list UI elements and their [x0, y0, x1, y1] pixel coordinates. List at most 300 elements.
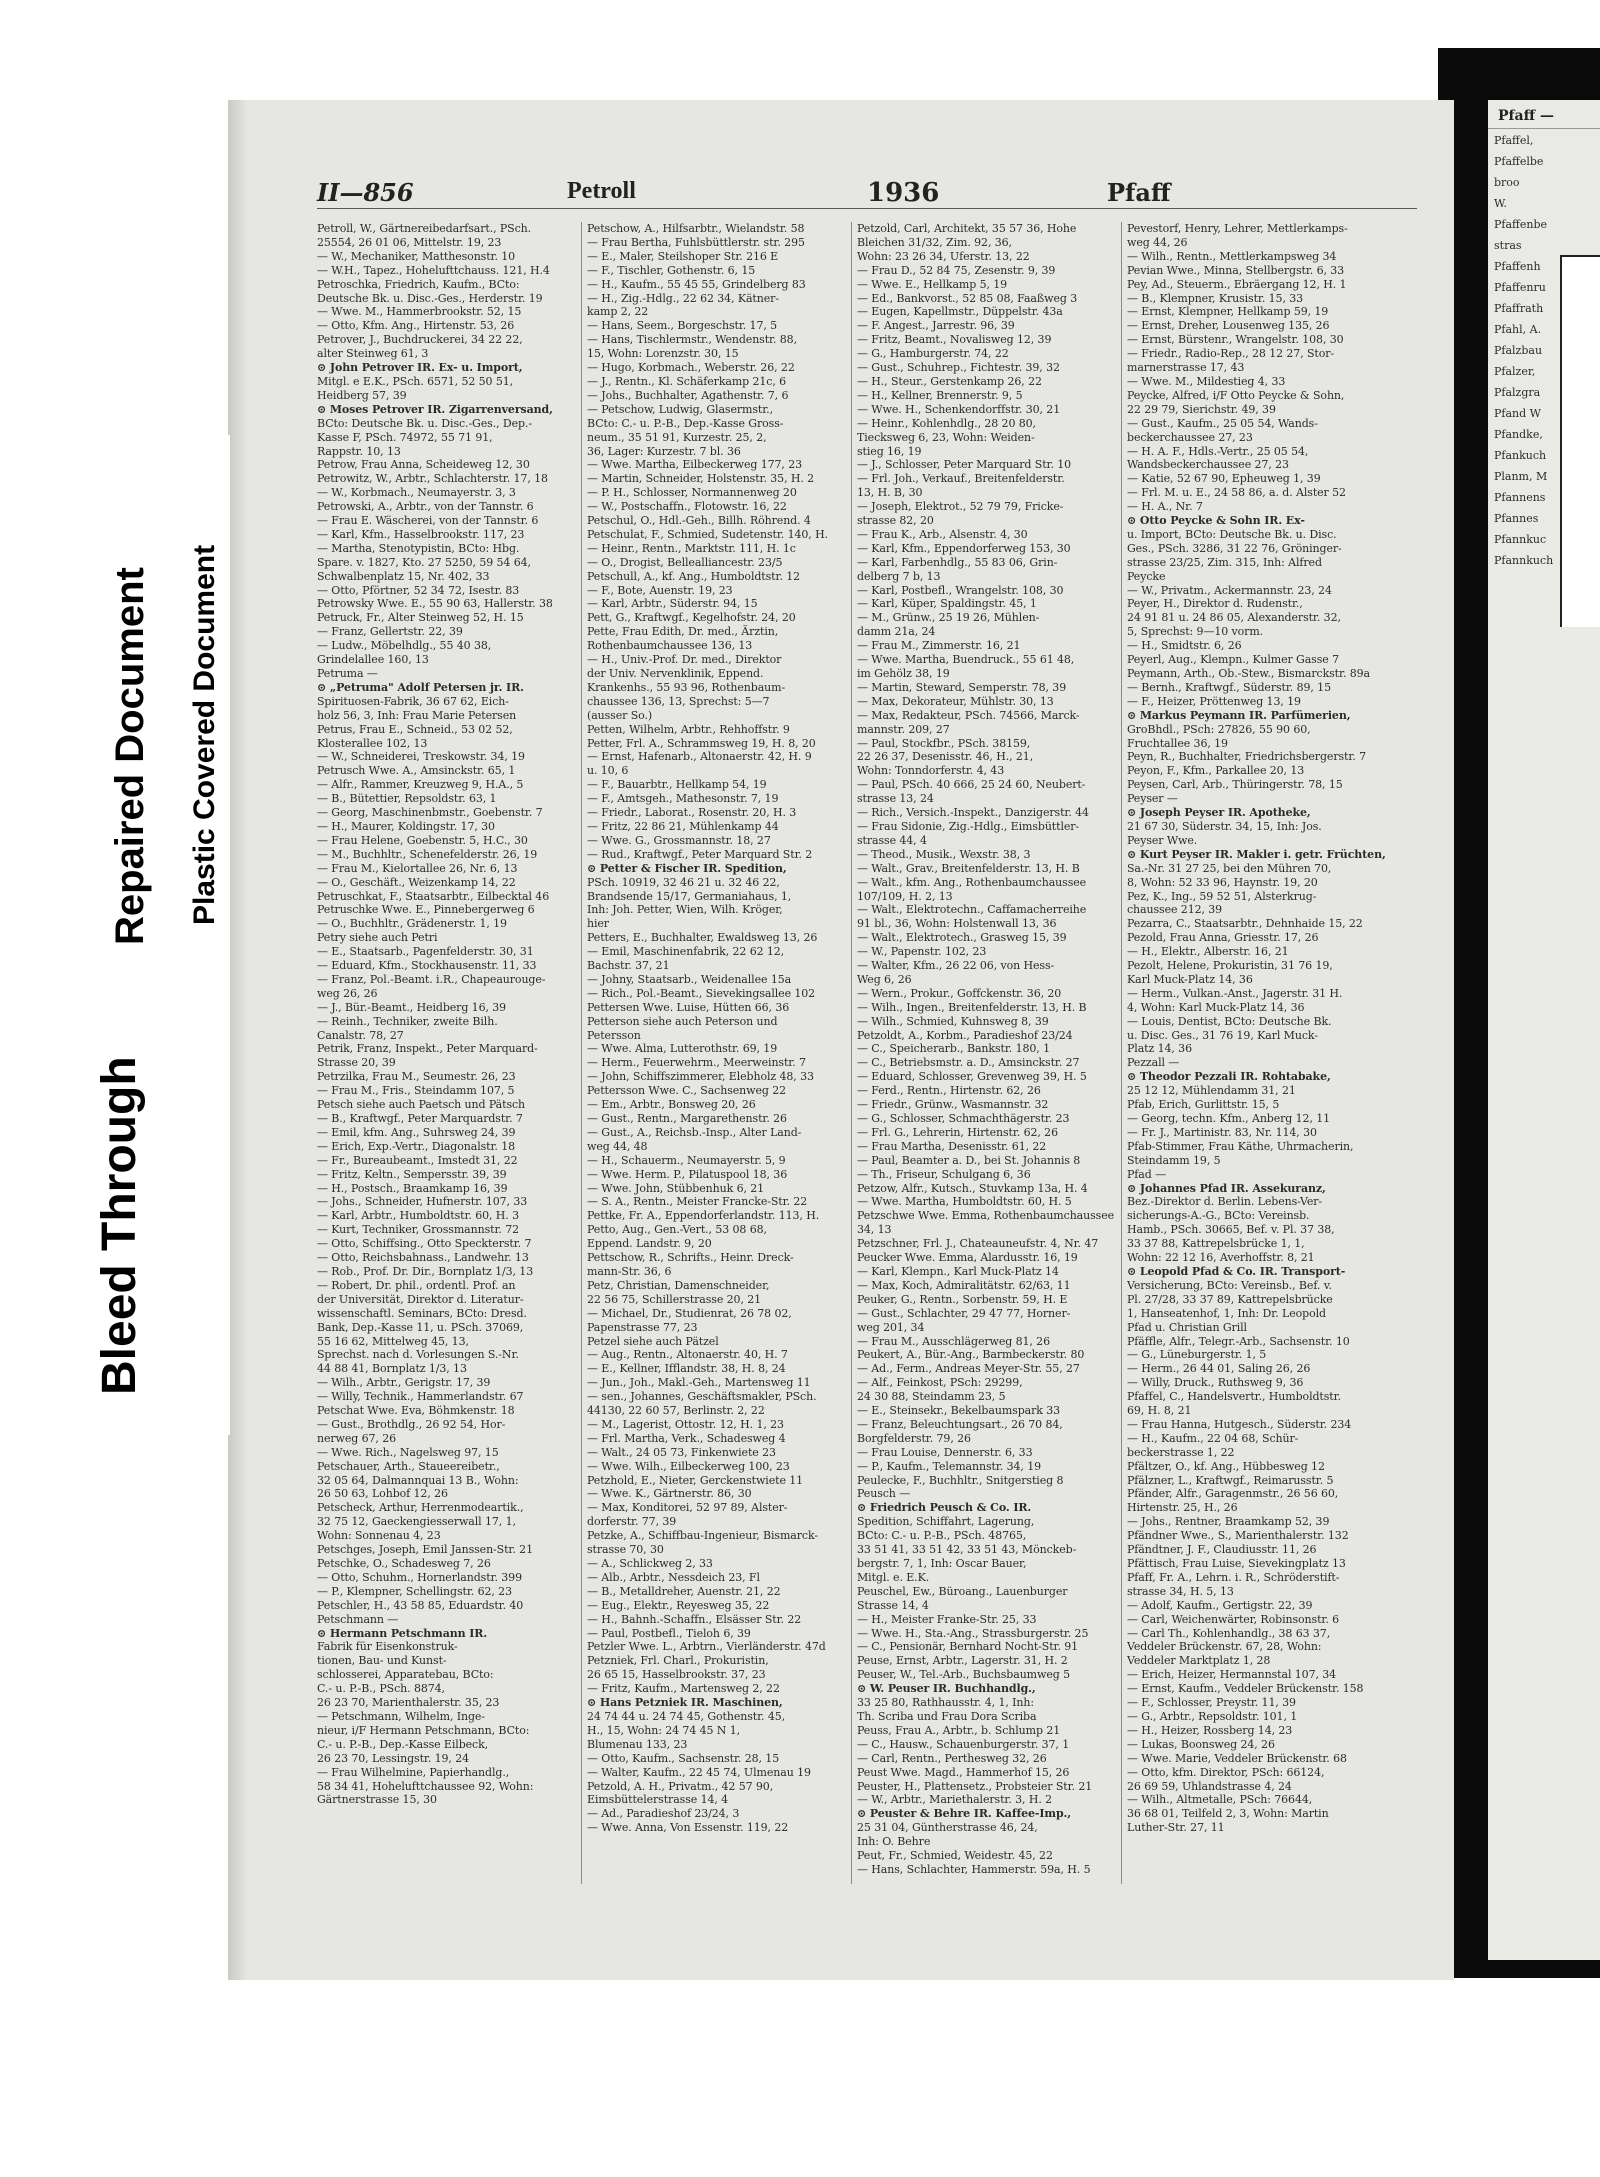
directory-entry-line: — W., Korbmach., Neumayerstr. 3, 3: [317, 486, 516, 500]
directory-entry-line: weg 44, 48: [587, 1139, 648, 1153]
directory-entry-line: weg 26, 26: [317, 986, 378, 1000]
directory-entry-line: Rappstr. 10, 13: [317, 444, 401, 458]
directory-entry-line: Inh: O. Behre: [857, 1835, 931, 1849]
directory-entry-line: — F., Heizer, Pröttenweg 13, 19: [1127, 694, 1301, 708]
directory-entry-line: Papenstrasse 77, 23: [587, 1320, 698, 1334]
facing-page-entry: broo: [1494, 176, 1520, 189]
directory-entry-line: 32 05 64, Dalmannquai 13 B., Wohn:: [317, 1473, 519, 1487]
directory-entry-line: Petschow, A., Hilfsarbtr., Wielandstr. 58: [587, 222, 805, 235]
directory-entry-line: — Fr., Bureaubeamt., Imstedt 31, 22: [317, 1153, 518, 1167]
directory-entry-line: — Hans, Seem., Borgeschstr. 17, 5: [587, 319, 778, 333]
directory-entry-line: — Fritz, 22 86 21, Mühlenkamp 44: [587, 819, 779, 833]
directory-entry-line: — Alfr., Rammer, Kreuzweg 9, H.A., 5: [317, 778, 524, 792]
directory-entry-line: Petrowski, A., Arbtr., von der Tannstr. 6: [317, 500, 534, 514]
directory-entry-line: — H. A. F., Hdls.-Vertr., 25 05 54,: [1127, 444, 1309, 458]
directory-entry-line: Gärtnerstrasse 15, 30: [317, 1793, 437, 1807]
directory-entry-line: Hamb., PSch. 30665, Bef. v. Pl. 37 38,: [1127, 1223, 1335, 1237]
directory-entry-line: — Carl, Rentn., Perthesweg 32, 26: [857, 1751, 1047, 1765]
directory-entry-line: — Otto, Kfm. Ang., Hirtenstr. 53, 26: [317, 319, 515, 333]
directory-entry-line: Blumenau 133, 23: [587, 1737, 688, 1751]
directory-entry-line: — Martha, Stenotypistin, BCto: Hbg.: [317, 541, 520, 555]
directory-entry-line: Pez, K., Ing., 59 52 51, Alsterkrug-: [1127, 889, 1317, 903]
directory-entry-line: — Friedr., Radio-Rep., 28 12 27, Stor-: [1127, 347, 1335, 361]
directory-entry-line: — Frau Louise, Dennerstr. 6, 33: [857, 1445, 1033, 1459]
directory-entry-line: — Wwe. K., Gärtnerstr. 86, 30: [587, 1487, 752, 1501]
directory-entry-line: — F. Angest., Jarrestr. 96, 39: [857, 319, 1015, 333]
directory-entry-line: — Frl. G., Lehrerin, Hirtenstr. 62, 26: [857, 1125, 1058, 1139]
directory-entry-line: Petschauer, Arth., Staueereibetr.,: [317, 1459, 500, 1473]
directory-entry-line: — Frl. M. u. E., 24 58 86, a. d. Alster 52: [1127, 486, 1346, 500]
directory-entry-line: — Rich., Pol.-Beamt., Sievekingsallee 102: [587, 986, 816, 1000]
directory-entry-line: Petzold, A. H., Privatm., 42 57 90,: [587, 1779, 774, 1793]
directory-entry-line: — Erich, Heizer, Hermannstal 107, 34: [1127, 1668, 1337, 1682]
facing-page-advert-box: [1560, 255, 1600, 627]
directory-entry-line: — Frau M., Kielortallee 26, Nr. 6, 13: [317, 861, 518, 875]
directory-entry-line: — F., Bauarbtr., Hellkamp 54, 19: [587, 778, 767, 792]
directory-entry-line: — E., Maler, Steilshoper Str. 216 E: [587, 249, 779, 263]
directory-entry-line: Petzel siehe auch Pätzel: [587, 1334, 719, 1348]
directory-entry-line: — Heinr., Rentn., Marktstr. 111, H. 1c: [587, 541, 796, 555]
directory-entry-line: — Fritz, Beamt., Novalisweg 12, 39: [857, 333, 1052, 347]
directory-entry-line: Petrowitz, W., Arbtr., Schlachterstr. 17, 18: [317, 472, 548, 486]
directory-entry-line: Pfaff, Fr. A., Lehrn. i. R., Schröderstift-: [1127, 1570, 1340, 1584]
directory-entry-line: Petzow, Alfr., Kutsch., Stuvkamp 13a, H. 4: [857, 1181, 1088, 1195]
directory-entry-line: — Wilh., Arbtr., Gerigstr. 17, 39: [317, 1376, 491, 1390]
directory-entry-line: Mitgl. e. E.K.: [857, 1570, 930, 1584]
directory-entry-line: — Aug., Rentn., Altonaerstr. 40, H. 7: [587, 1348, 788, 1362]
directory-entry-line: Pfab, Erich, Gurlittstr. 15, 5: [1127, 1098, 1280, 1112]
directory-entry-line: — Fritz, Kaufm., Martensweg 2, 22: [587, 1682, 780, 1696]
directory-entry-line: Grindelallee 160, 13: [317, 653, 429, 667]
directory-entry-line: — Wwe. Rich., Nagelsweg 97, 15: [317, 1445, 499, 1459]
directory-entry-line: — Karl, Arbtr., Süderstr. 94, 15: [587, 597, 758, 611]
directory-entry-line: Petrusch Wwe. A., Amsinckstr. 65, 1: [317, 764, 516, 778]
directory-entry-line: — Otto, Schiffsing., Otto Speckterstr. 7: [317, 1237, 532, 1251]
directory-entry-line: Peukert, A., Bür.-Ang., Barmbeckerstr. 80: [857, 1348, 1085, 1362]
directory-entry-line: GroBhdl., PSch: 27826, 55 90 60,: [1127, 722, 1311, 736]
directory-entry-line: — Walt., kfm. Ang., Rothenbaumchaussee: [857, 875, 1087, 889]
directory-entry-line: — Carl, Weichenwärter, Robinsonstr. 6: [1127, 1612, 1340, 1626]
directory-entry-line: — Gust., Brothdlg., 26 92 54, Hor-: [317, 1417, 506, 1431]
directory-entry-line: 8, Wohn: 52 33 96, Haynstr. 19, 20: [1127, 875, 1318, 889]
directory-entry-line: Pfäffle, Alfr., Telegr.-Arb., Sachsenstr. 10: [1127, 1334, 1350, 1348]
directory-entry-line: — Robert, Dr. phil., ordentl. Prof. an: [317, 1278, 516, 1292]
directory-entry-line: — Wwe. G., Grossmannstr. 18, 27: [587, 833, 771, 847]
directory-entry-line: — Karl, Küper, Spaldingstr. 45, 1: [857, 597, 1037, 611]
plastic-covered-stamp: Plastic Covered Document: [188, 544, 221, 925]
directory-entry-line: — Herm., Vulkan.-Anst., Jagerstr. 31 H.: [1127, 986, 1343, 1000]
directory-entry-line: Peyer, H., Direktor d. Rudenstr.,: [1127, 597, 1303, 611]
directory-entry-line: Petruschkat, F., Staatsarbtr., Eilbecktal 46: [317, 889, 550, 903]
directory-entry-line: Petersson: [587, 1028, 641, 1042]
directory-entry-line: — Petschmann, Wilhelm, Inge-: [317, 1709, 485, 1723]
directory-entry-line: — Carl Th., Kohlenhandlg., 38 63 37,: [1127, 1626, 1331, 1640]
directory-entry-line: Petrzilka, Frau M., Seumestr. 26, 23: [317, 1070, 516, 1084]
directory-entry-line: Eppend. Landstr. 9, 20: [587, 1237, 712, 1251]
directory-entry-line: — Eugen, Kapellmstr., Düppelstr. 43a: [857, 305, 1063, 319]
directory-entry-line: Pezold, Frau Anna, Griesstr. 17, 26: [1127, 931, 1319, 945]
directory-entry-line: — Johs., Rentner, Braamkamp 52, 39: [1127, 1515, 1330, 1529]
directory-entry-line: — Gust., A., Reichsb.-Insp., Alter Land-: [587, 1125, 802, 1139]
directory-entry-line: — Ernst, Dreher, Lousenweg 135, 26: [1127, 319, 1330, 333]
repaired-document-stamp: Repaired Document: [108, 567, 152, 945]
directory-entry-line: ⊙ Otto Peycke & Sohn IR. Ex-: [1127, 514, 1305, 528]
directory-entry-line: — Wilh., Altmetalle, PSch: 76644,: [1127, 1793, 1313, 1807]
directory-entry-line: 107/109, H. 2, 13: [857, 889, 953, 903]
directory-entry-line: — Rich., Versich.-Inspekt., Danzigerstr. 44: [857, 806, 1089, 820]
directory-entry-line: — Frau Sidonie, Zig.-Hdlg., Eimsbüttler-: [857, 819, 1080, 833]
directory-entry-line: Petzke, A., Schiffbau-Ingenieur, Bismarck-: [587, 1529, 818, 1543]
facing-page-entry: Pfannens: [1494, 491, 1546, 504]
directory-entry-line: Petzler Wwe. L., Arbtrn., Vierländerstr. 47d: [587, 1640, 826, 1654]
directory-entry-line: — Paul, Postbefl., Tieloh 6, 39: [587, 1626, 751, 1640]
directory-entry-line: Peusch —: [857, 1487, 911, 1501]
directory-entry-line: 26 50 63, Lohbof 12, 26: [317, 1487, 448, 1501]
directory-entry-line: wissenschaftl. Seminars, BCto: Dresd.: [317, 1306, 527, 1320]
page-header: [317, 174, 1417, 209]
directory-entry-line: Peuss, Frau A., Arbtr., b. Schlump 21: [857, 1723, 1061, 1737]
directory-entry-line: Pettschow, R., Schrifts., Heinr. Dreck-: [587, 1251, 794, 1265]
directory-entry-line: Platz 14, 36: [1127, 1042, 1192, 1056]
directory-entry-line: strasse 82, 20: [857, 514, 934, 528]
directory-entry-line: strasse 23/25, Zim. 315, Inh: Alfred: [1127, 555, 1322, 569]
directory-entry-line: — Friedr., Grünw., Wasmannstr. 32: [857, 1098, 1049, 1112]
directory-entry-line: Peyser —: [1127, 792, 1178, 806]
first-entry-guide: Petroll: [567, 178, 636, 204]
directory-entry-line: alter Steinweg 61, 3: [317, 347, 429, 361]
directory-entry-line: — Gust., Kaufm., 25 05 54, Wands-: [1127, 416, 1318, 430]
directory-entry-line: Petschul, O., Hdl.-Geh., Billh. Röhrend. 4: [587, 514, 811, 528]
directory-entry-line: Pezolt, Helene, Prokuristin, 31 76 19,: [1127, 959, 1333, 973]
directory-entry-line: Pfab-Stimmer, Frau Käthe, Uhrmacherin,: [1127, 1139, 1354, 1153]
directory-entry-line: C.- u. P.-B., PSch. 8874,: [317, 1682, 445, 1696]
directory-entry-line: Petruck, Fr., Alter Steinweg 52, H. 15: [317, 611, 524, 625]
directory-entry-line: — Emil, Maschinenfabrik, 22 62 12,: [587, 945, 785, 959]
page-number: II—856: [317, 178, 414, 207]
directory-entry-line: — Karl, Arbtr., Humboldtstr. 60, H. 3: [317, 1209, 519, 1223]
directory-entry-line: u. 10, 6: [587, 764, 629, 778]
facing-page-entry: Pfannkuc: [1494, 533, 1547, 546]
directory-entry-line: — Johs., Schneider, Hufnerstr. 107, 33: [317, 1195, 528, 1209]
directory-entry-line: Hirtenstr. 25, H., 26: [1127, 1501, 1238, 1515]
directory-entry-line: Pettersson Wwe. C., Sachsenweg 22: [587, 1084, 786, 1098]
directory-entry-line: kamp 2, 22: [587, 305, 649, 319]
directory-entry-line: Petschke, O., Schadesweg 7, 26: [317, 1557, 491, 1570]
directory-entry-line: — P. H., Schlosser, Normannenweg 20: [587, 486, 797, 500]
directory-entry-line: — Franz, Pol.-Beamt. i.R., Chapeaurouge-: [317, 972, 546, 986]
directory-entry-line: — A., Schlickweg 2, 33: [587, 1557, 713, 1570]
directory-entry-line: — F., Tischler, Gothenstr. 6, 15: [587, 263, 756, 277]
directory-column-3: [857, 222, 1122, 1884]
directory-entry-line: — J., Rentn., Kl. Schäferkamp 21c, 6: [587, 374, 787, 388]
directory-entry-line: Pevian Wwe., Minna, Stellbergstr. 6, 33: [1127, 263, 1345, 277]
directory-entry-line: — W., Papenstr. 102, 23: [857, 945, 987, 959]
directory-entry-line: — Herm., Feuerwehrm., Meerweinstr. 7: [587, 1056, 806, 1070]
directory-entry-line: Petterson siehe auch Peterson und: [587, 1014, 778, 1028]
directory-entry-line: — H., Schauerm., Neumayerstr. 5, 9: [587, 1153, 786, 1167]
directory-entry-line: — Frau Helene, Goebenstr. 5, H.C., 30: [317, 833, 528, 847]
directory-entry-line: — Lukas, Boonsweg 24, 26: [1127, 1737, 1275, 1751]
directory-entry-line: Peut, Fr., Schmied, Weidestr. 45, 22: [857, 1849, 1053, 1863]
directory-entry-line: Pevestorf, Henry, Lehrer, Mettlerkamps-: [1127, 222, 1348, 235]
directory-entry-line: ⊙ Petter & Fischer IR. Spedition,: [587, 861, 787, 875]
directory-entry-line: — O., Buchhltr., Grädenerstr. 1, 19: [317, 917, 507, 931]
directory-entry-line: — Walt., 24 05 73, Finkenwiete 23: [587, 1445, 776, 1459]
directory-entry-line: — Hans, Tischlermstr., Wendenstr. 88,: [587, 333, 797, 347]
directory-entry-line: Peyn, R., Buchhalter, Friedrichsbergerstr. 7: [1127, 750, 1366, 764]
directory-entry-line: — Fr. J., Martinistr. 83, Nr. 114, 30: [1127, 1125, 1317, 1139]
directory-entry-line: stieg 16, 19: [857, 444, 922, 458]
directory-entry-line: — G., Schlosser, Schmachthägerstr. 23: [857, 1112, 1070, 1125]
directory-entry-line: ⊙ W. Peuser IR. Buchhandlg.,: [857, 1682, 1036, 1696]
directory-entry-line: — Karl, Kfm., Hasselbrookstr. 117, 23: [317, 527, 525, 541]
directory-entry-line: chaussee 136, 13, Sprechst: 5—7: [587, 694, 770, 708]
directory-entry-line: — W., Schneiderei, Treskowstr. 34, 19: [317, 750, 525, 764]
directory-entry-line: Spirituosen-Fabrik, 36 67 62, Eich-: [317, 694, 509, 708]
directory-entry-line: Schwalbenplatz 15, Nr. 402, 33: [317, 569, 490, 583]
directory-entry-line: 13, H. B, 30: [857, 486, 923, 500]
directory-entry-line: 15, Wohn: Lorenzstr. 30, 15: [587, 347, 739, 361]
facing-page-entry: Pfannes: [1494, 512, 1539, 525]
directory-entry-line: nieur, i/F Hermann Petschmann, BCto:: [317, 1723, 530, 1737]
directory-entry-line: BCto: C.- u. P.-B., PSch. 48765,: [857, 1529, 1027, 1543]
directory-entry-line: — Wwe. H., Schenkendorffstr. 30, 21: [857, 402, 1061, 416]
directory-entry-line: — Ed., Bankvorst., 52 85 08, Faaßweg 3: [857, 291, 1078, 305]
directory-entry-line: — Bernh., Kraftwgf., Süderstr. 89, 15: [1127, 680, 1331, 694]
directory-entry-line: — Willy, Technik., Hammerlandstr. 67: [317, 1390, 524, 1404]
directory-entry-line: beckerstrasse 1, 22: [1127, 1445, 1235, 1459]
directory-entry-line: — Otto, Schuhm., Hornerlandstr. 399: [317, 1570, 522, 1584]
directory-entry-line: — Karl, Klempn., Karl Muck-Platz 14: [857, 1264, 1059, 1278]
directory-entry-line: Petter, Frl. A., Schrammsweg 19, H. 8, 20: [587, 736, 816, 750]
facing-page-entry: Pfalzer,: [1494, 365, 1536, 378]
directory-entry-line: ⊙ Hans Petzniek IR. Maschinen,: [587, 1696, 783, 1710]
directory-entry-line: — G., Hamburgerstr. 74, 22: [857, 347, 1009, 361]
directory-entry-line: Petrowsky Wwe. E., 55 90 63, Hallerstr. 38: [317, 597, 553, 611]
directory-entry-line: Petzoldt, A., Korbm., Paradieshof 23/24: [857, 1028, 1073, 1042]
directory-entry-line: — Wwe. John, Stübbenhuk 6, 21: [587, 1181, 765, 1195]
directory-entry-line: 22 56 75, Schillerstrasse 20, 21: [587, 1292, 762, 1306]
bleed-through-stamp: Bleed Through: [93, 1056, 146, 1395]
directory-entry-line: Pfältzer, O., kf. Ang., Hübbesweg 12: [1127, 1459, 1325, 1473]
directory-entry-line: Peust Wwe. Magd., Hammerhof 15, 26: [857, 1765, 1070, 1779]
directory-entry-line: — H., Kaufm., 22 04 68, Schür-: [1127, 1431, 1299, 1445]
directory-entry-line: Th. Scriba und Frau Dora Scriba: [857, 1709, 1037, 1723]
directory-entry-line: Peuschel, Ew., Büroang., Lauenburger: [857, 1584, 1068, 1598]
directory-entry-line: Peysen, Carl, Arb., Thüringerstr. 78, 15: [1127, 778, 1343, 792]
directory-entry-line: — Max, Koch, Admiralitätstr. 62/63, 11: [857, 1278, 1071, 1292]
directory-entry-line: — Ernst, Hafenarb., Altonaerstr. 42, H. 9: [587, 750, 812, 764]
directory-entry-line: — O., Geschäft., Weizenkamp 14, 22: [317, 875, 516, 889]
directory-entry-line: — Georg, Maschinenbmstr., Goebenstr. 7: [317, 806, 543, 820]
directory-entry-line: — Karl, Kfm., Eppendorferweg 153, 30: [857, 541, 1071, 555]
directory-entry-line: 58 34 41, Hohelufttchaussee 92, Wohn:: [317, 1779, 534, 1793]
directory-entry-line: — H., Meister Franke-Str. 25, 33: [857, 1612, 1037, 1626]
directory-entry-line: — Rud., Kraftwgf., Peter Marquard Str. 2: [587, 847, 813, 861]
directory-entry-line: 44130, 22 60 57, Berlinstr. 2, 22: [587, 1404, 765, 1418]
facing-page-entry: Pfaffel,: [1494, 134, 1534, 147]
directory-entry-line: Wohn: Sonnenau 4, 23: [317, 1529, 441, 1543]
directory-entry-line: Borgfelderstr. 79, 26: [857, 1431, 971, 1445]
directory-entry-line: 26 23 70, Lessingstr. 19, 24: [317, 1751, 470, 1765]
directory-entry-line: Strasse 14, 4: [857, 1598, 929, 1612]
directory-entry-line: — Wwe. M., Mildestieg 4, 33: [1127, 374, 1286, 388]
directory-entry-line: Petz, Christian, Damenschneider,: [587, 1278, 770, 1292]
directory-entry-line: (ausser So.): [587, 708, 653, 722]
directory-entry-line: — Johny, Staatsarb., Weidenallee 15a: [587, 972, 792, 986]
directory-entry-line: Petrow, Frau Anna, Scheideweg 12, 30: [317, 458, 530, 472]
directory-entry-line: der Univ. Nervenklinik, Eppend.: [587, 667, 764, 680]
directory-entry-line: — H., Zig.-Hdlg., 22 62 34, Kätner-: [587, 291, 779, 305]
directory-entry-line: Kasse F, PSch. 74972, 55 71 91,: [317, 430, 493, 444]
directory-entry-line: Petsch siehe auch Paetsch und Pätsch: [317, 1098, 526, 1112]
directory-entry-line: Petters, E., Buchhalter, Ewaldsweg 13, 26: [587, 931, 818, 945]
directory-entry-line: 25 31 04, Güntherstrasse 46, 24,: [857, 1821, 1038, 1835]
directory-entry-line: — P., Kaufm., Telemannstr. 34, 19: [857, 1459, 1041, 1473]
facing-page-entry: Planm, M: [1494, 470, 1548, 483]
directory-entry-line: — Frau M., Ausschlägerweg 81, 26: [857, 1334, 1050, 1348]
facing-page-header: Pfaff —: [1488, 100, 1600, 129]
directory-entry-line: ⊙ Friedrich Peusch & Co. IR.: [857, 1501, 1032, 1515]
directory-entry-line: Mitgl. e E.K., PSch. 6571, 52 50 51,: [317, 374, 514, 388]
directory-entry-line: 34, 13: [857, 1223, 892, 1237]
directory-entry-line: — G., Arbtr., Repsoldstr. 101, 1: [1127, 1709, 1298, 1723]
directory-entry-line: ⊙ Hermann Petschmann IR.: [317, 1626, 488, 1640]
directory-entry-line: — sen., Johannes, Geschäftsmakler, PSch.: [587, 1390, 817, 1404]
directory-entry-line: Versicherung, BCto: Vereinsb., Bef. v.: [1127, 1278, 1332, 1292]
facing-page-entry: Pfalzbau: [1494, 344, 1543, 357]
directory-entry-line: 26 65 15, Hasselbrookstr. 37, 23: [587, 1668, 766, 1682]
directory-entry-line: dorferstr. 77, 39: [587, 1515, 677, 1529]
directory-entry-line: Tiecksweg 6, 23, Wohn: Weiden-: [857, 430, 1035, 444]
directory-entry-line: — Frau Martha, Desenisstr. 61, 22: [857, 1139, 1047, 1153]
scan-bottom-margin: [0, 1980, 1600, 2177]
directory-entry-line: Pett, G., Kraftwgf., Kegelhofstr. 24, 20: [587, 611, 796, 625]
directory-entry-line: — O., Drogist, Bellealliancestr. 23/5: [587, 555, 783, 569]
directory-entry-line: H., 15, Wohn: 24 74 45 N 1,: [587, 1723, 741, 1737]
directory-entry-line: Bank, Dep.-Kasse 11, u. PSch. 37069,: [317, 1320, 524, 1334]
facing-page-entry: Pfandke,: [1494, 428, 1543, 441]
directory-entry-line: Pfälzner, L., Kraftwgf., Reimarusstr. 5: [1127, 1473, 1334, 1487]
facing-page-entry: Pfannkuch: [1494, 554, 1554, 567]
directory-entry-line: — Wern., Prokur., Goffckenstr. 36, 20: [857, 986, 1062, 1000]
directory-entry-line: — B., Klempner, Krusistr. 15, 33: [1127, 291, 1304, 305]
directory-entry-line: — Max, Konditorei, 52 97 89, Alster-: [587, 1501, 788, 1515]
directory-entry-line: Klosterallee 102, 13: [317, 736, 428, 750]
directory-entry-line: — Wwe. Martha, Buendruck., 55 61 48,: [857, 653, 1075, 667]
directory-entry-line: Peycke: [1127, 569, 1166, 583]
directory-entry-line: 22 29 79, Sierichstr. 49, 39: [1127, 402, 1276, 416]
directory-entry-line: — Em., Arbtr., Bonsweg 20, 26: [587, 1098, 756, 1112]
directory-entry-line: mann-Str. 36, 6: [587, 1264, 672, 1278]
directory-entry-line: 24 30 88, Steindamm 23, 5: [857, 1390, 1006, 1404]
facing-page-entry: W.: [1494, 197, 1507, 210]
directory-entry-line: — Louis, Dentist, BCto: Deutsche Bk.: [1127, 1014, 1332, 1028]
directory-entry-line: — Emil, kfm. Ang., Suhrsweg 24, 39: [317, 1125, 516, 1139]
directory-entry-line: BCto: C.- u. P.-B., Dep.-Kasse Gross-: [587, 416, 784, 430]
directory-entry-line: Pfättisch, Frau Luise, Sievekingplatz 13: [1127, 1557, 1346, 1570]
directory-entry-line: Petrus, Frau E., Schneid., 53 02 52,: [317, 722, 513, 736]
directory-entry-line: — Georg, techn. Kfm., Anberg 12, 11: [1127, 1112, 1331, 1125]
directory-entry-line: — Herm., 26 44 01, Saling 26, 26: [1127, 1362, 1311, 1376]
facing-page-entry: stras: [1494, 239, 1522, 252]
directory-entry-line: ⊙ Theodor Pezzali IR. Rohtabake,: [1127, 1070, 1331, 1084]
directory-entry-line: 24 74 44 u. 24 74 45, Gothenstr. 45,: [587, 1709, 786, 1723]
directory-entry-line: — Walter, Kaufm., 22 45 74, Ulmenau 19: [587, 1765, 811, 1779]
directory-entry-line: nerweg 67, 26: [317, 1431, 397, 1445]
directory-entry-line: hier: [587, 917, 609, 931]
directory-entry-line: Inh: Joh. Petter, Wien, Wilh. Kröger,: [587, 903, 783, 917]
directory-entry-line: 32 75 12, Gaeckengiesserwall 17, 1,: [317, 1515, 516, 1529]
directory-entry-line: Weg 6, 26: [857, 972, 912, 986]
facing-page-entry: Pfahl, A.: [1494, 323, 1542, 336]
directory-entry-line: — Wwe. Marie, Veddeler Brückenstr. 68: [1127, 1751, 1347, 1765]
directory-entry-line: — Alb., Arbtr., Nessdeich 23, Fl: [587, 1570, 760, 1584]
directory-entry-line: — Ad., Ferm., Andreas Meyer-Str. 55, 27: [857, 1362, 1080, 1376]
directory-entry-line: u. Import, BCto: Deutsche Bk. u. Disc.: [1127, 527, 1337, 541]
directory-entry-line: Fabrik für Eisenkonstruk-: [317, 1640, 458, 1654]
directory-entry-line: 33 37 88, Kattrepelsbrücke 1, 1,: [1127, 1237, 1305, 1251]
directory-entry-line: Steindamm 19, 5: [1127, 1153, 1221, 1167]
directory-entry-line: Luther-Str. 27, 11: [1127, 1821, 1225, 1835]
directory-entry-line: Petschulat, F., Schmied, Sudetenstr. 140, H.: [587, 527, 828, 541]
directory-entry-line: Petzold, Carl, Architekt, 35 57 36, Hohe: [857, 222, 1077, 235]
directory-entry-line: Pfändtner, J. F., Claudiusstr. 11, 26: [1127, 1543, 1317, 1557]
directory-entry-line: strasse 70, 30: [587, 1543, 664, 1557]
directory-entry-line: — W.H., Tapez., Hohelufttchauss. 121, H.4: [317, 263, 550, 277]
directory-entry-line: — Joseph, Elektrot., 52 79 79, Fricke-: [857, 500, 1064, 514]
directory-entry-line: beckerchaussee 27, 23: [1127, 430, 1253, 444]
directory-entry-line: — E., Staatsarb., Pagenfelderstr. 30, 31: [317, 945, 534, 959]
directory-entry-line: im Gehölz 38, 19: [857, 667, 950, 680]
directory-entry-line: — Petschow, Ludwig, Glasermstr.,: [587, 402, 773, 416]
directory-entry-line: — Otto, Kaufm., Sachsenstr. 28, 15: [587, 1751, 780, 1765]
directory-entry-line: — Wwe. Anna, Von Essenstr. 119, 22: [587, 1821, 789, 1835]
directory-entry-line: — M., Buchhltr., Schenefelderstr. 26, 19: [317, 847, 538, 861]
directory-entry-line: — Wwe. Martha, Eilbeckerweg 177, 23: [587, 458, 803, 472]
directory-entry-line: bergstr. 7, 1, Inh: Oscar Bauer,: [857, 1557, 1027, 1570]
directory-entry-line: — H., Elektr., Alberstr. 16, 21: [1127, 945, 1289, 959]
directory-entry-line: — Friedr., Laborat., Rosenstr. 20, H. 3: [587, 806, 797, 820]
directory-entry-line: Petruma —: [317, 667, 378, 680]
directory-entry-line: — Walter, Kfm., 26 22 06, von Hess-: [857, 959, 1055, 973]
directory-entry-line: — Franz, Gellertstr. 22, 39: [317, 625, 463, 639]
directory-entry-line: Petscheck, Arthur, Herrenmodeartik.,: [317, 1501, 524, 1515]
directory-entry-line: strasse 44, 4: [857, 833, 927, 847]
directory-entry-line: Pfad u. Christian Grill: [1127, 1320, 1247, 1334]
directory-entry-line: 25 12 12, Mühlendamm 31, 21: [1127, 1084, 1296, 1098]
directory-entry-line: — Frau Bertha, Fuhlsbüttlerstr. str. 295: [587, 235, 805, 249]
directory-entry-line: — Otto, Pförtner, 52 34 72, Isestr. 83: [317, 583, 520, 597]
directory-entry-line: 5, Sprechst: 9—10 vorm.: [1127, 625, 1264, 639]
directory-entry-line: marnerstrasse 17, 43: [1127, 361, 1245, 375]
directory-entry-line: — M., Lagerist, Ottostr. 12, H. 1, 23: [587, 1417, 784, 1431]
directory-entry-line: chaussee 212, 39: [1127, 903, 1223, 917]
directory-entry-line: Petschges, Joseph, Emil Janssen-Str. 21: [317, 1543, 533, 1557]
directory-entry-line: Ges., PSch. 3286, 31 22 76, Gröninger-: [1127, 541, 1342, 555]
directory-entry-line: — Frau Wilhelmine, Papierhandlg.,: [317, 1765, 510, 1779]
directory-entry-line: Pezzall —: [1127, 1056, 1180, 1070]
directory-entry-line: — C., Pensionär, Bernhard Nocht-Str. 91: [857, 1640, 1079, 1654]
directory-entry-line: Wohn: Tonndorferstr. 4, 43: [857, 764, 1005, 778]
directory-year: 1936: [867, 178, 940, 208]
directory-entry-line: Sprechst. nach d. Vorlesungen S.-Nr.: [317, 1348, 519, 1362]
directory-entry-line: Fruchtallee 36, 19: [1127, 736, 1228, 750]
directory-entry-line: — E., Steinsekr., Bekelbaumspark 33: [857, 1404, 1061, 1418]
directory-entry-line: Strasse 20, 39: [317, 1056, 396, 1070]
directory-column-1: [317, 222, 582, 1884]
directory-entry-line: Pl. 27/28, 33 37 89, Kattrepelsbrücke: [1127, 1292, 1333, 1306]
